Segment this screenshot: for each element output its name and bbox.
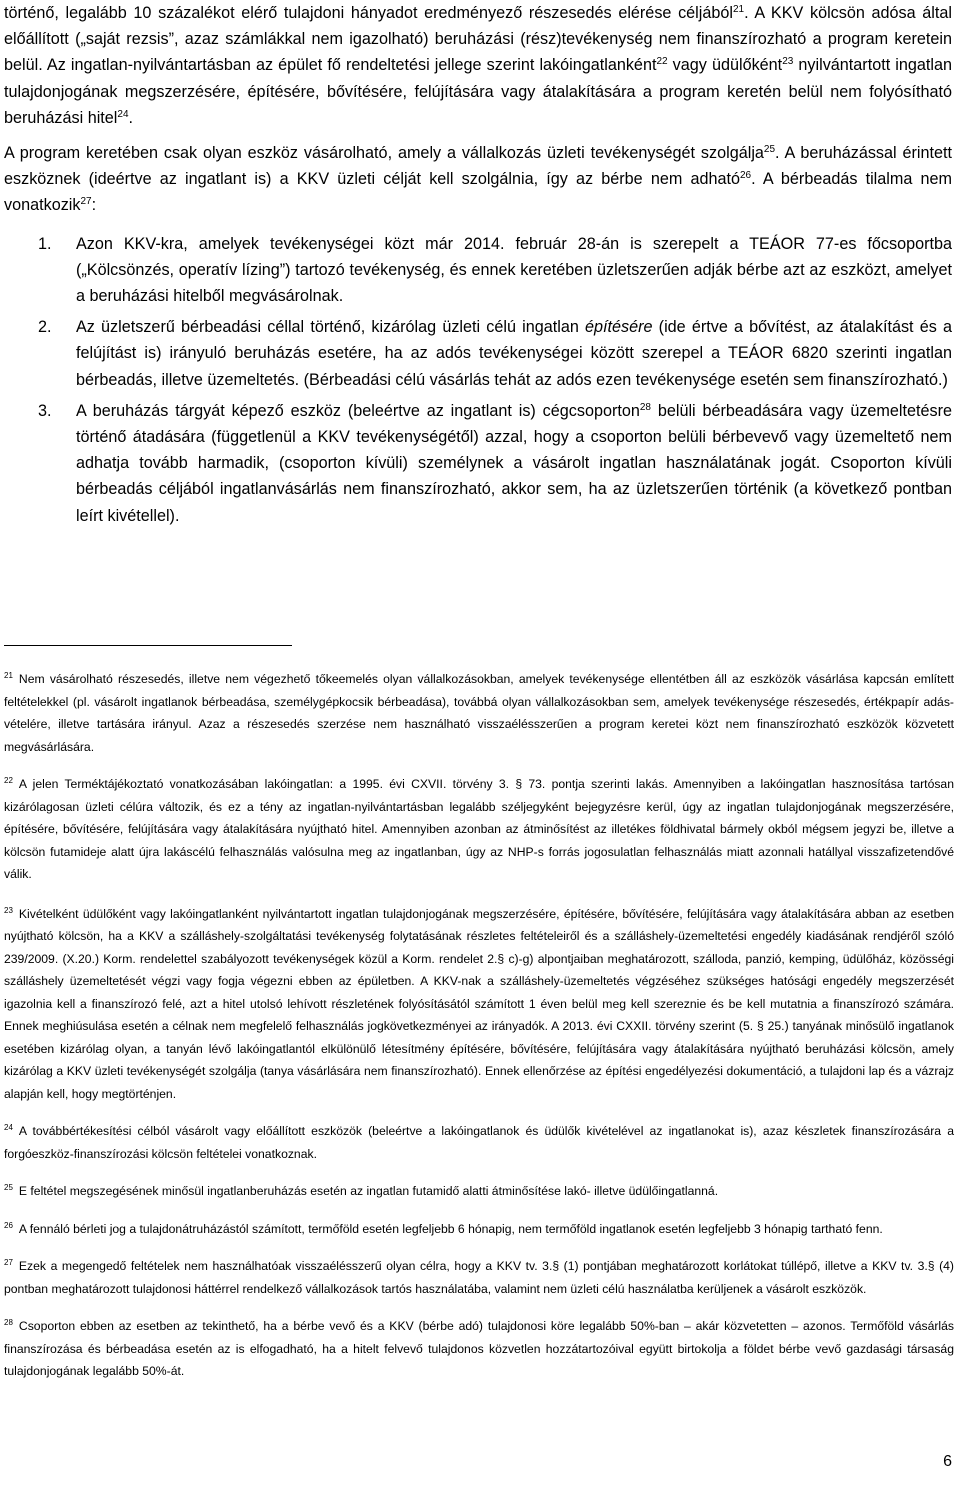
footnote-number: 27 — [4, 1258, 13, 1267]
footnote-text: Ezek a megengedő feltételek nem használhatóak visszaélésszerű olyan célra, hogy a KKV tv. 3.§ (1) pontjában meghatározott korlátokat túllépő, illetve a KKV tv. 3.§ (4) pontban meghatározott tulajdonosi háttérrel rendelkező vállalkozások tartós használatába, valamint nem üzleti célú használatba kerüljenek a vásárolt eszközök. — [4, 1259, 954, 1296]
footnote-number: 22 — [4, 776, 13, 785]
text-run: . — [128, 108, 134, 127]
list-item — [4, 231, 952, 310]
text-run: vagy üdülőként — [667, 56, 783, 75]
list-item-text: Azon KKV-kra, amelyek tevékenységei közt már 2014. február 28-án is szerepelt a TEÁOR 77-es főcsoportba („Kölcsönzés, operatív lízing”) tartozó tevékenység, és ennek keretében üzletszerűen adják bérbe azt az eszközt, amelyet a beruházási hitelből megvásárolnak. — [76, 234, 952, 306]
main-text — [4, 0, 952, 534]
footnote-ref-21[interactable]: 21 — [732, 4, 745, 15]
footnote-ref-25[interactable]: 25 — [763, 144, 776, 156]
footnote-number: 24 — [4, 1123, 13, 1132]
text-run: (ide értve a bővítést, az átalakítást és a felújítást is) irányuló beruházás esetére, ha az adós tevékenységei között szerepel a TEÁOR 6820 szerinti ingatlan bérbeadás, illetve üzemeltetés. (Bérbeadási célú vásárlás tehát az adós ezen tevékenysége esetén sem finanszírozható.) — [76, 318, 952, 389]
footnote-ref-22[interactable]: 22 — [656, 56, 668, 68]
text-run: történő, legalább 10 százalékot elérő tulajdoni hányadot eredményező részesedés elérése céljából — [4, 4, 733, 22]
footnote-number: 28 — [4, 1318, 13, 1327]
footnote-ref-27[interactable]: 27 — [80, 196, 92, 208]
footnote-text: A fennáló bérleti jog a tulajdonátruházástól számított, termőföld esetén legfeljebb 6 hónapig, nem termőföld ingatlanok esetén legfeljebb 3 hónapig tartható fenn. — [18, 1221, 883, 1236]
footnote — [4, 1218, 954, 1241]
text-run: A beruházás tárgyát képező eszköz (beleértve az ingatlant is) cégcsoporton — [76, 401, 640, 420]
footnotes — [4, 668, 954, 1398]
text-run: Az üzletszerű bérbeadási céllal történő, kizárólag üzleti célú ingatlan — [76, 318, 586, 337]
list-item — [4, 398, 952, 529]
footnote-separator — [4, 645, 292, 646]
footnote — [4, 773, 954, 886]
footnote-ref-23[interactable]: 23 — [782, 56, 794, 68]
paragraph-gap — [4, 131, 952, 140]
footnote-text: E feltétel megszegésének minősül ingatlanberuházás esetén az ingatlan futamidő alatti átminősítése lakó- illetve üdülőingatlanná. — [18, 1184, 719, 1198]
text-run: . A bérbeadás tilalma nem vonatkozik — [4, 170, 952, 215]
list-number: 3. — [38, 401, 52, 420]
footnote-text: A jelen Terméktájékoztató vonatkozásában lakóingatlan: a 1995. évi CXVII. törvény 3. § 73. pontja szerinti lakás. Amennyiben a lakóingatlan hasznosítása tartósan kizárólagosan üzleti célúra változik, és ez a tény az ingatlan-nyilvántartásban legalább széljegyként bejegyzésre kerül, úgy az ingatlan tulajdonjogának megszerzésére, építésére, bővítésére, felújítására vagy átalakítására nyújtható hitel. Amennyiben azonban az átminősítést az illetékes földhivatal bármely okból mégsem jegyzi be, illetve a kölcsön futamideje alatt újra lakáscélú felhasználás valósulna meg az ingatlanban, úgy az NHP-s forrás jogosulatlan felhasználás miatt azonnali hatállyal visszafizetendővé válik. — [4, 777, 954, 881]
paragraph-1 — [4, 0, 952, 131]
text-run: A program keretében csak olyan eszköz vásárolható, amely a vállalkozás üzleti tevékenységét szolgálja — [4, 144, 764, 163]
footnote-ref-28[interactable]: 28 — [639, 401, 651, 413]
text-run: . A KKV kölcsön adósa által előállított („saját rezsis”, azaz számlákkal nem igazolható) beruházási (rész)tevékenység nem finanszírozható a program keretein belül. Az ingatlan-nyilvántartásban az épület fő rendeltetési jellege szerint lakóingatlanként — [4, 4, 952, 75]
footnote-text: Csoporton ebben az esetben az tekinthető, ha a bérbe vevő és a KKV (bérbe adó) tulajdonosi köre legalább 50%-ban – akár közvetetten – azonos. Termőföld vásárlás finanszírozása és bérbeadása esetén az is elfogadható, ha a hitelt felvevő tulajdonos közvetlen hozzátartozóival együtt birtokolja a földet bérbe vevő gazdasági társaság tulajdonjogának legalább 50%-át. — [4, 1319, 954, 1378]
text-run: . A beruházással érintett eszköznek (ideértve az ingatlant is) a KKV üzleti célját kell szolgálnia, így az bérbe nem adható — [4, 144, 952, 189]
emphasis-text: építésére — [585, 318, 653, 337]
page-number: 6 — [943, 1453, 952, 1470]
footnote — [4, 1180, 954, 1203]
list-item — [4, 314, 952, 393]
list-number: 1. — [38, 234, 52, 253]
footnote-text: Nem vásárolható részesedés, illetve nem végezhető tőkeemelés olyan vállalkozásokban, amelyek tevékenysége ellentétben áll az eszközök vásárlása kapcsán említett feltételekkel (pl. vásárolt ingatlanok bérbeadása, személygépkocsik bérbeadása), továbbá olyan vállalkozásokban sem, amelyek tevékenysége részesedés, értékpapír adás-vételére, illetve tartására irányul. Azaz a részesedés szerzése nem használható visszaélésszerűen a program keretei közt nem finanszírozható eszközök közvetett megvásárlására. — [4, 672, 954, 754]
footnote — [4, 668, 954, 758]
footnote-number: 25 — [4, 1183, 13, 1192]
footnote-number: 23 — [4, 905, 13, 915]
list-number: 2. — [38, 318, 52, 337]
footnote — [4, 903, 954, 1106]
footnote-ref-26[interactable]: 26 — [739, 170, 752, 182]
footnote — [4, 1315, 954, 1383]
footnote-text: Kivételként üdülőként vagy lakóingatlanként nyilvántartott ingatlan tulajdonjogának megszerzésére, építésére, bővítésére, felújítására vagy átalakítására abban az esetben nyújtható kölcsön, ha a KKV a szálláshely-szolgáltatási tevékenység folytatásának részletes feltételeiről és a szálláshely-üzemeltetési engedély kiadásának rendjéről szóló 239/2009. (X.20.) Korm. rendelettel szabályozott tevékenységek közül a Korm. rendelet 2.§ c)-g) alpontjaiban meghatározott, szálloda, panzió, kemping, üdülőház, közösségi szálláshely üzemeltetését végzi vagy fogja végezni ebben az épületben. A KKV-nak a szálláshely-üzemeltetés végzéséhez szükséges hatósági engedély megszerzését igazolnia kell a finanszírozó felé, azt a hitel utolsó lehívott részletének folyósításától számított 1 éven belül meg kell szereznie és be kell mutatnia a finanszírozó számára. Ennek meghiúsulása esetén a célnak nem megfelelő felhasználás jogkövetkezményei az irányadók. A 2013. évi CXXII. törvény szerint (5. § 25.) tanyának minősülő ingatlanok esetében kizárólag olyan, a tanyán lévő lakóingatlantól elkülönülő létesítmény építésére, bővítésére, felújítására vagy átalakítására nyújtható beruházási kölcsön, amely kizárólag a KKV üzleti tevékenységét szolgálja (tanya vásárlására nem finanszírozható). Ennek ellenőrzése az építési engedélyezési dokumentáció, a tulajdoni lap és a vázrajz alapján kell, hogy megtörténjen. — [4, 906, 954, 1101]
footnote-text: A továbbértékesítési célból vásárolt vagy előállított eszközök (beleértve a lakóingatlanok és üdülők kivételével az ingatlanokat is), azaz készletek finanszírozására a forgóeszköz-finanszírozási kölcsön feltételei vonatkoznak. — [4, 1124, 954, 1161]
text-run: : — [91, 196, 97, 215]
footnote — [4, 1120, 954, 1165]
footnote-ref-24[interactable]: 24 — [117, 108, 129, 120]
footnote-number: 21 — [4, 671, 13, 680]
text-run: nyilvántartott ingatlan tulajdonjogának megszerzésére, építésére, bővítésére, felújítására vagy átalakítására a program keretén belül nem folyósítható beruházási hitel — [4, 56, 952, 127]
paragraph-2 — [4, 140, 952, 219]
exception-list — [4, 231, 952, 529]
footnote-number: 26 — [4, 1220, 13, 1230]
text-run: belüli bérbeadására vagy üzemeltetésre történő átadására (függetlenül a KKV tevékenységétől) azzal, hogy a csoporton belüli bérbevevő vagy üzemeltető nem adhatja tovább harmadik, (csoporton kívüli) személynek a vásárolt ingatlan használatának jogát. Csoporton kívüli bérbeadás céljából ingatlanvásárlás nem finanszírozható, akkor sem, ha az üzletszerűen történik (a következő pontban leírt kivétellel). — [76, 401, 952, 525]
footnote — [4, 1255, 954, 1300]
